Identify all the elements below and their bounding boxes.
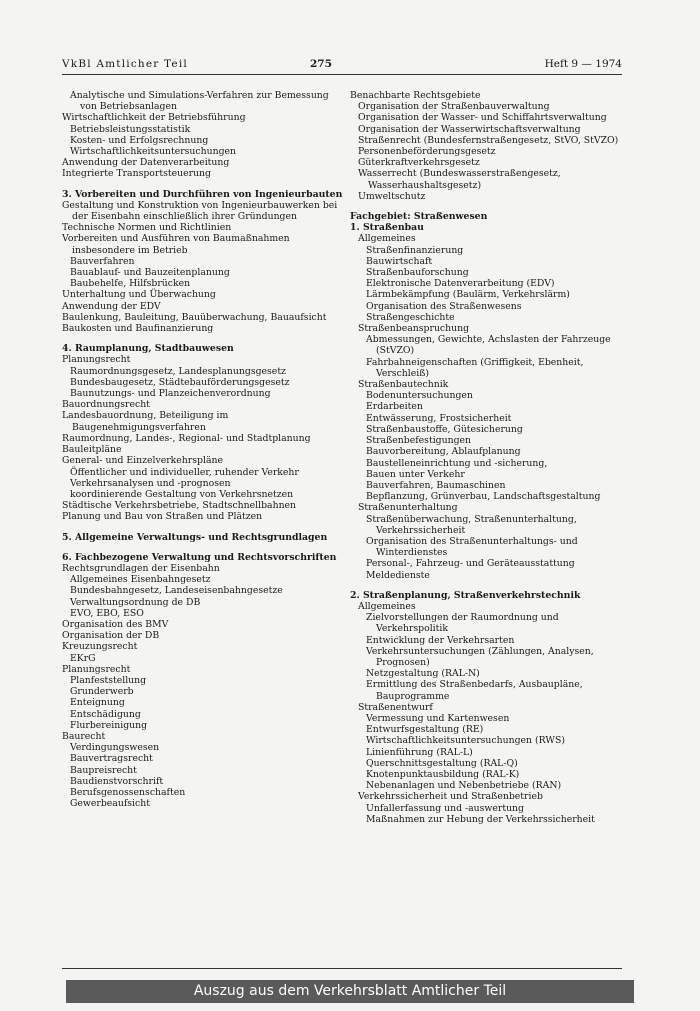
list-item: Organisation des Straßenunterhaltungs- und Winterdienstes: [366, 535, 578, 559]
list-item: Wasserrecht (Bundeswasserstraßengesetz, Wasserhaushaltsgesetz): [358, 168, 561, 191]
list-item: Flurbereinigung: [70, 719, 148, 731]
list-item: Bodenuntersuchungen: [366, 390, 473, 402]
list-item: Organisation der Wasserwirtschaftsverwaltung: [358, 123, 581, 135]
list-item: Baulenkung, Bauleitung, Bauüberwachung, Bauaufsicht: [62, 311, 327, 323]
page-header: [62, 58, 622, 72]
list-item: Baukosten und Baufinanzierung: [62, 323, 214, 335]
list-item: Wirtschaftlichkeitsuntersuchungen: [70, 146, 237, 158]
list-item: Straßenrecht (Bundesfernstraßengesetz, StVO, StVZO): [358, 134, 619, 146]
list-item: Straßenbefestigungen: [366, 435, 472, 447]
header-rule: [62, 74, 622, 75]
list-item: Personal-, Fahrzeug- und Geräteausstattung: [366, 558, 575, 570]
list-item: Technische Normen und Richtlinien: [62, 222, 232, 234]
list-item: Gewerbeaufsicht: [70, 798, 150, 810]
list-item: Verdingungswesen: [70, 742, 160, 754]
list-item: Landesbauordnung, Beteiligung im Baugenehmigungsverfahren: [62, 410, 229, 433]
list-item: Entschädigung: [70, 708, 141, 720]
footer-banner-text: Auszug aus dem Verkehrsblatt Amtlicher Teil: [193, 983, 507, 999]
list-item: Unfallerfassung und -auswertung: [366, 802, 524, 814]
section-heading: 1. Straßenbau: [350, 222, 424, 234]
list-item: Integrierte Transportsteuerung: [62, 168, 211, 180]
list-item: Öffentlicher und individueller, ruhender Verkehr: [70, 466, 299, 478]
list-item: Netzgestaltung (RAL-N): [366, 668, 480, 680]
list-item: Organisation der DB: [62, 630, 160, 642]
list-item: koordinierende Gestaltung von Verkehrsnetzen: [70, 488, 294, 500]
list-item: Baudienstvorschrift: [70, 775, 164, 787]
section-heading: Fachgebiet: Straßenwesen: [350, 211, 488, 223]
list-item: Straßenunterhaltung: [358, 502, 458, 514]
list-item: Verkehrsuntersuchungen (Zählungen, Analysen, Prognosen): [366, 645, 594, 668]
section-heading: 6. Fachbezogene Verwaltung und Rechtsvorschriften: [62, 551, 337, 563]
list-item: Maßnahmen zur Hebung der Verkehrssicherheit: [366, 813, 595, 825]
list-item: Bauvorbereitung, Ablaufplanung: [366, 446, 521, 458]
list-item: EKrG: [70, 652, 96, 664]
list-item: Kreuzungsrecht: [62, 641, 138, 653]
list-item: Bundesbaugesetz, Städtebauförderungsgesetz: [70, 376, 290, 388]
list-item: Wirtschaftlichkeitsuntersuchungen (RWS): [366, 735, 565, 747]
list-item: Vermessung und Kartenwesen: [366, 712, 510, 724]
left-column: [62, 90, 344, 809]
list-item: Allgemeines Eisenbahngesetz: [70, 574, 211, 586]
list-item: General- und Einzelverkehrspläne: [62, 455, 223, 467]
list-item: Güterkraftverkehrsgesetz: [358, 157, 480, 169]
footer-rule: [62, 968, 622, 969]
list-item: Bauablauf- und Bauzeitenplanung: [70, 267, 230, 279]
page-number: 275: [310, 58, 332, 70]
list-item: Enteignung: [70, 697, 125, 709]
list-item: Bundesbahngesetz, Landeseisenbahngesetze: [70, 585, 283, 597]
list-item: Raumordnung, Landes-, Regional- und Stadtplanung: [62, 432, 311, 444]
issue-label: Heft 9 — 1974: [544, 58, 622, 70]
list-item: Baunutzungs- und Planzeichenverordnung: [70, 388, 271, 400]
section-gap: [350, 202, 623, 211]
list-item: Städtische Verkehrsbetriebe, Stadtschnellbahnen: [62, 500, 297, 512]
list-item: Organisation des BMV: [62, 618, 169, 630]
list-item: Entwicklung der Verkehrsarten: [366, 634, 515, 646]
list-item: Straßenbaustoffe, Gütesicherung: [366, 423, 523, 435]
list-item: Straßengeschichte: [366, 311, 455, 323]
list-item: Planungsrecht: [62, 663, 131, 675]
list-item: Bauen unter Verkehr: [366, 468, 465, 480]
list-item: Planung und Bau von Straßen und Plätzen: [62, 511, 263, 523]
list-item: Abmessungen, Gewichte, Achslasten der Fahrzeuge (StVZO): [366, 334, 611, 357]
list-item: Anwendung der EDV: [62, 300, 161, 312]
list-item: Bauvertragsrecht: [70, 753, 153, 765]
list-item: Straßenbautechnik: [358, 379, 449, 391]
section-heading: 3. Vorbereiten und Durchführen von Ingenieurbauten: [62, 188, 343, 200]
list-item: Bauverfahren: [70, 255, 135, 267]
list-item: Verkehrsanalysen und -prognosen: [70, 477, 231, 489]
list-item: Baupreisrecht: [70, 764, 137, 776]
section-heading: 2. Straßenplanung, Straßenverkehrstechnik: [350, 589, 581, 601]
list-item: Benachbarte Rechtsgebiete: [350, 90, 481, 101]
list-item: Bepflanzung, Grünverbau, Landschaftsgestaltung: [366, 491, 601, 503]
section-heading: 5. Allgemeine Verwaltungs- und Rechtsgrundlagen: [62, 531, 328, 543]
list-item: Lärmbekämpfung (Baulärm, Verkehrslärm): [366, 289, 570, 301]
list-item: Berufsgenossenschaften: [70, 786, 186, 798]
list-item: Organisation des Straßenwesens: [366, 300, 522, 312]
list-item: Allgemeines: [358, 233, 416, 245]
list-item: Verkehrssicherheit und Straßenbetrieb: [358, 791, 543, 803]
section-gap: [62, 334, 344, 343]
list-item: Grunderwerb: [70, 686, 134, 698]
list-item: Wirtschaftlichkeit der Betriebsführung: [62, 112, 246, 124]
list-item: Zielvorstellungen der Raumordnung und Verkehrspolitik: [366, 612, 559, 635]
list-item: Ermittlung des Straßenbedarfs, Ausbaupläne, Bauprogramme: [366, 679, 583, 702]
list-item: Straßenüberwachung, Straßenunterhaltung, Verkehrssicherheit: [366, 513, 577, 536]
list-item: Nebenanlagen und Nebenbetriebe (RAN): [366, 780, 562, 792]
list-item: Personenbeförderungsgesetz: [358, 146, 496, 158]
list-item: Elektronische Datenverarbeitung (EDV): [366, 278, 555, 290]
list-item: Rechtsgrundlagen der Eisenbahn: [62, 562, 220, 574]
list-item: Straßenbeanspruchung: [358, 323, 470, 335]
list-item: Kosten- und Erfolgsrechnung: [70, 134, 209, 146]
right-column: [350, 90, 623, 825]
list-item: Baustelleneinrichtung und -sicherung,: [366, 457, 548, 469]
list-item: Analytische und Simulations-Verfahren zur Bemessung von Betriebsanlagen: [70, 90, 329, 113]
list-item: Bauordnungsrecht: [62, 399, 150, 411]
section-gap: [62, 543, 344, 552]
list-item: Allgemeines: [358, 600, 416, 612]
section-gap: [350, 581, 623, 590]
list-item: Bauverfahren, Baumaschinen: [366, 479, 506, 491]
list-item: Bauwirtschaft: [366, 255, 433, 267]
list-item: Gestaltung und Konstruktion von Ingenieurbauwerken bei der Eisenbahn einschließlich ihrer Gründungen: [62, 199, 338, 223]
list-item: Anwendung der Datenverarbeitung: [62, 157, 230, 169]
list-item: Meldedienste: [366, 569, 430, 581]
list-item: Unterhaltung und Überwachung: [62, 289, 216, 301]
list-item: Straßenentwurf: [358, 701, 433, 713]
journal-title: VkBl Amtlicher Teil: [62, 58, 188, 70]
list-item: Planfeststellung: [70, 674, 147, 686]
list-item: Querschnittsgestaltung (RAL-Q): [366, 757, 518, 769]
list-item: Fahrbahneigenschaften (Griffigkeit, Ebenheit, Verschleiß): [366, 356, 584, 379]
list-item: Verwaltungsordnung de DB: [70, 596, 201, 608]
list-item: Erdarbeiten: [366, 401, 423, 413]
list-item: Betriebsleistungsstatistik: [70, 123, 191, 135]
list-item: Raumordnungsgesetz, Landesplanungsgesetz: [70, 365, 286, 377]
list-item: Planungsrecht: [62, 354, 131, 366]
list-item: Umweltschutz: [358, 190, 426, 202]
list-item: Organisation der Straßenbauverwaltung: [358, 101, 550, 113]
footer-banner: [66, 980, 634, 1003]
section-gap: [62, 180, 344, 189]
list-item: Bauleitpläne: [62, 444, 122, 456]
list-item: Straßenbauforschung: [366, 267, 469, 279]
list-item: Baurecht: [62, 730, 106, 742]
section-heading: 4. Raumplanung, Stadtbauwesen: [62, 343, 234, 355]
list-item: Linienführung (RAL-L): [366, 746, 473, 758]
list-item: Straßenfinanzierung: [366, 244, 464, 256]
list-item: Vorbereiten und Ausführen von Baumaßnahmen insbesondere im Betrieb: [62, 233, 290, 256]
list-item: Entwässerung, Frostsicherheit: [366, 412, 512, 424]
list-item: EVO, EBO, ESO: [70, 607, 144, 619]
list-item: Organisation der Wasser- und Schiffahrtsverwaltung: [358, 112, 607, 124]
section-gap: [62, 523, 344, 532]
list-item: Entwurfsgestaltung (RE): [366, 724, 484, 736]
list-item: Baubehelfe, Hilfsbrücken: [70, 278, 191, 290]
list-item: Knotenpunktausbildung (RAL-K): [366, 768, 520, 780]
